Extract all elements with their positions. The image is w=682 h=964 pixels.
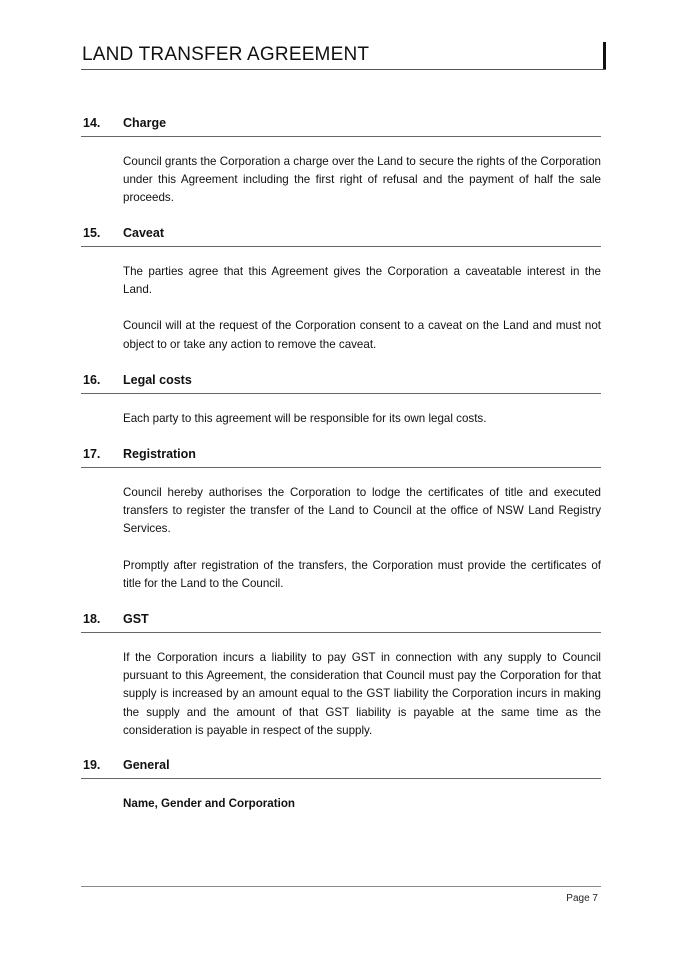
section-number: 19.: [83, 758, 101, 772]
section-title: Legal costs: [123, 373, 192, 387]
section-19: [81, 758, 601, 813]
section-title: GST: [123, 612, 149, 626]
section-16: [81, 373, 601, 428]
header-bar: [603, 42, 606, 70]
page-number: Page 7: [566, 893, 598, 904]
subheading: Name, Gender and Corporation: [123, 797, 295, 810]
section-rule: [81, 136, 601, 137]
section-17: [81, 447, 601, 593]
section-rule: [81, 246, 601, 247]
section-title: Charge: [123, 116, 167, 130]
section-rule: [81, 778, 601, 779]
section-number: 17.: [83, 447, 101, 461]
section-title: Caveat: [123, 226, 164, 240]
section-number: 16.: [83, 373, 101, 387]
paragraph: Council will at the request of the Corporation consent to a caveat on the Land and must not object to or take any action to remove the caveat.: [123, 319, 601, 351]
paragraph: The parties agree that this Agreement gives the Corporation a caveatable interest in the Land.: [123, 265, 601, 297]
footer-rule: [81, 886, 601, 887]
section-number: 18.: [83, 612, 101, 626]
section-number: 14.: [83, 116, 101, 130]
section-rule: [81, 393, 601, 394]
document-title: LAND TRANSFER AGREEMENT: [82, 44, 370, 65]
section-18: [81, 612, 601, 740]
paragraph: Council grants the Corporation a charge over the Land to secure the rights of the Corporation under this Agreement including the first right of refusal and the payment of half the sale proceeds.: [123, 155, 601, 205]
section-15: [81, 226, 601, 354]
section-title: Registration: [123, 447, 196, 461]
header-rule: [81, 69, 606, 70]
paragraph: If the Corporation incurs a liability to pay GST in connection with any supply to Council pursuant to this Agreement, the consideration that Council must pay the Corporation for that supply is increased by an amount equal to the GST liability the Corporation incurs in making the supply and the amount of that GST liability is payable at the same time as the consideration is payable in respect of the supply.: [123, 651, 601, 737]
section-rule: [81, 467, 601, 468]
section-14: [81, 116, 601, 208]
paragraph: Each party to this agreement will be responsible for its own legal costs.: [123, 412, 487, 425]
paragraph: Promptly after registration of the transfers, the Corporation must provide the certificates of title for the Land to the Council.: [123, 558, 601, 590]
section-title: General: [123, 758, 170, 772]
section-number: 15.: [83, 226, 101, 240]
paragraph: Council hereby authorises the Corporation to lodge the certificates of title and executed transfers to register the transfer of the Land to Council at the office of NSW Land Registry Services.: [123, 486, 601, 536]
section-rule: [81, 632, 601, 633]
